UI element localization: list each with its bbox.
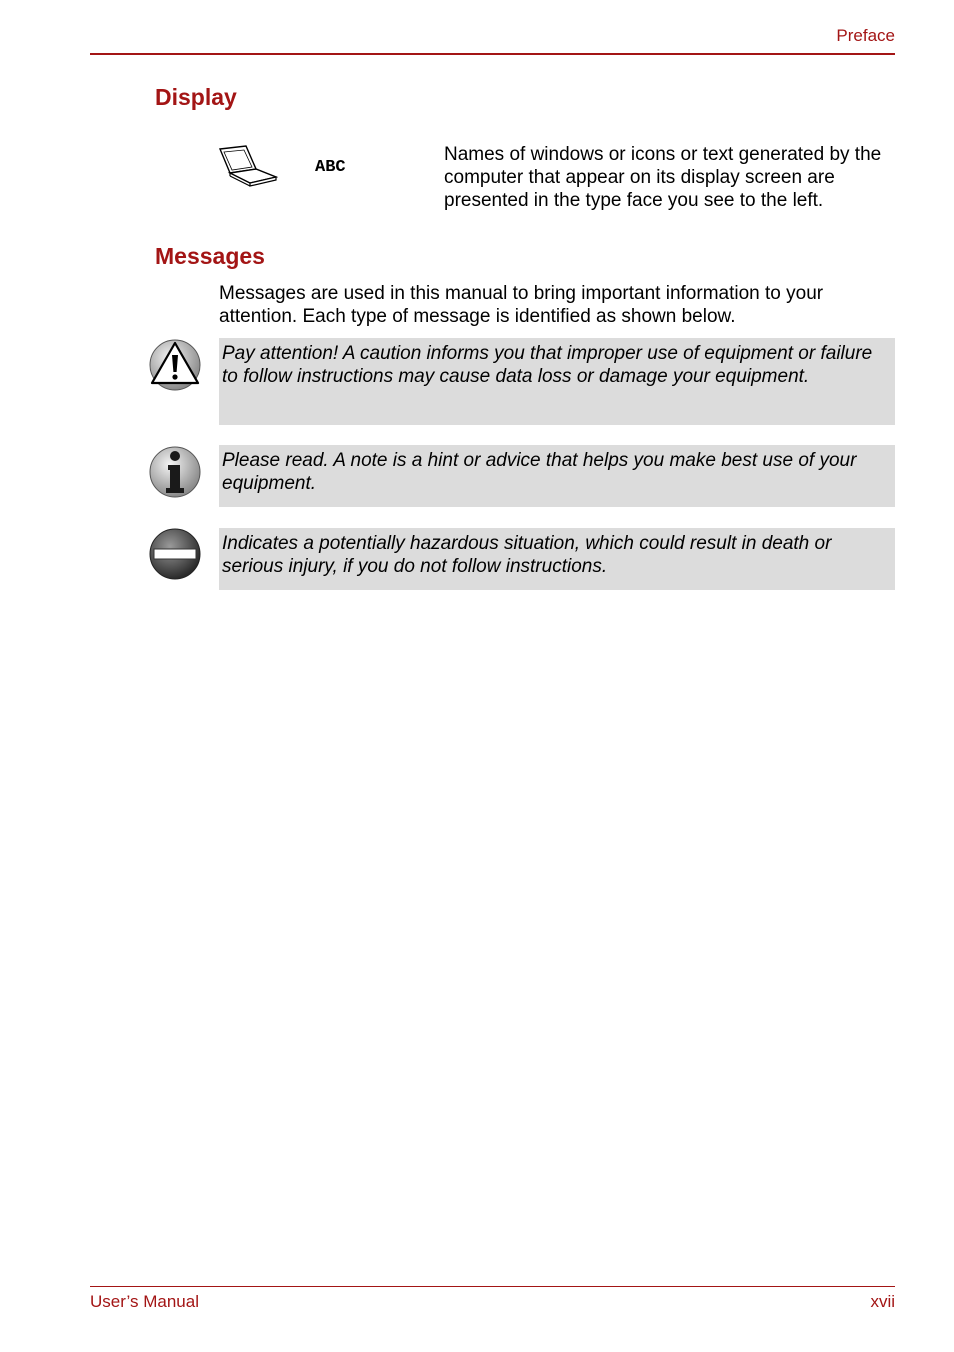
- footer-rule: [90, 1286, 895, 1287]
- no-entry-icon: [148, 527, 202, 581]
- note-message: Please read. A note is a hint or advice that helps you make best use of your equipment.: [219, 445, 895, 507]
- header-rule: [90, 53, 895, 55]
- messages-intro: Messages are used in this manual to bring important information to your attention. Each type of message is identified as shown below.: [219, 283, 824, 327]
- display-heading: Display: [155, 84, 237, 110]
- warning-message: Indicates a potentially hazardous situation, which could result in death or serious injury, if you do not follow instructions.: [219, 528, 895, 590]
- footer-manual-name: User’s Manual: [90, 1292, 199, 1311]
- caution-triangle-icon: [148, 338, 202, 392]
- laptop-icon: [218, 145, 278, 187]
- footer-page-number: xvii: [870, 1292, 895, 1311]
- caution-message: Pay attention! A caution informs you that improper use of equipment or failure to follow instructions may cause data loss or damage your equipment.: [219, 338, 895, 425]
- info-icon: [148, 445, 202, 499]
- display-sample-text: ABC: [315, 158, 346, 177]
- messages-heading: Messages: [155, 243, 265, 269]
- display-description: Names of windows or icons or text generated by the computer that appear on its display screen are presented in the type face you see to the left.: [444, 144, 882, 211]
- running-header: Preface: [836, 26, 895, 45]
